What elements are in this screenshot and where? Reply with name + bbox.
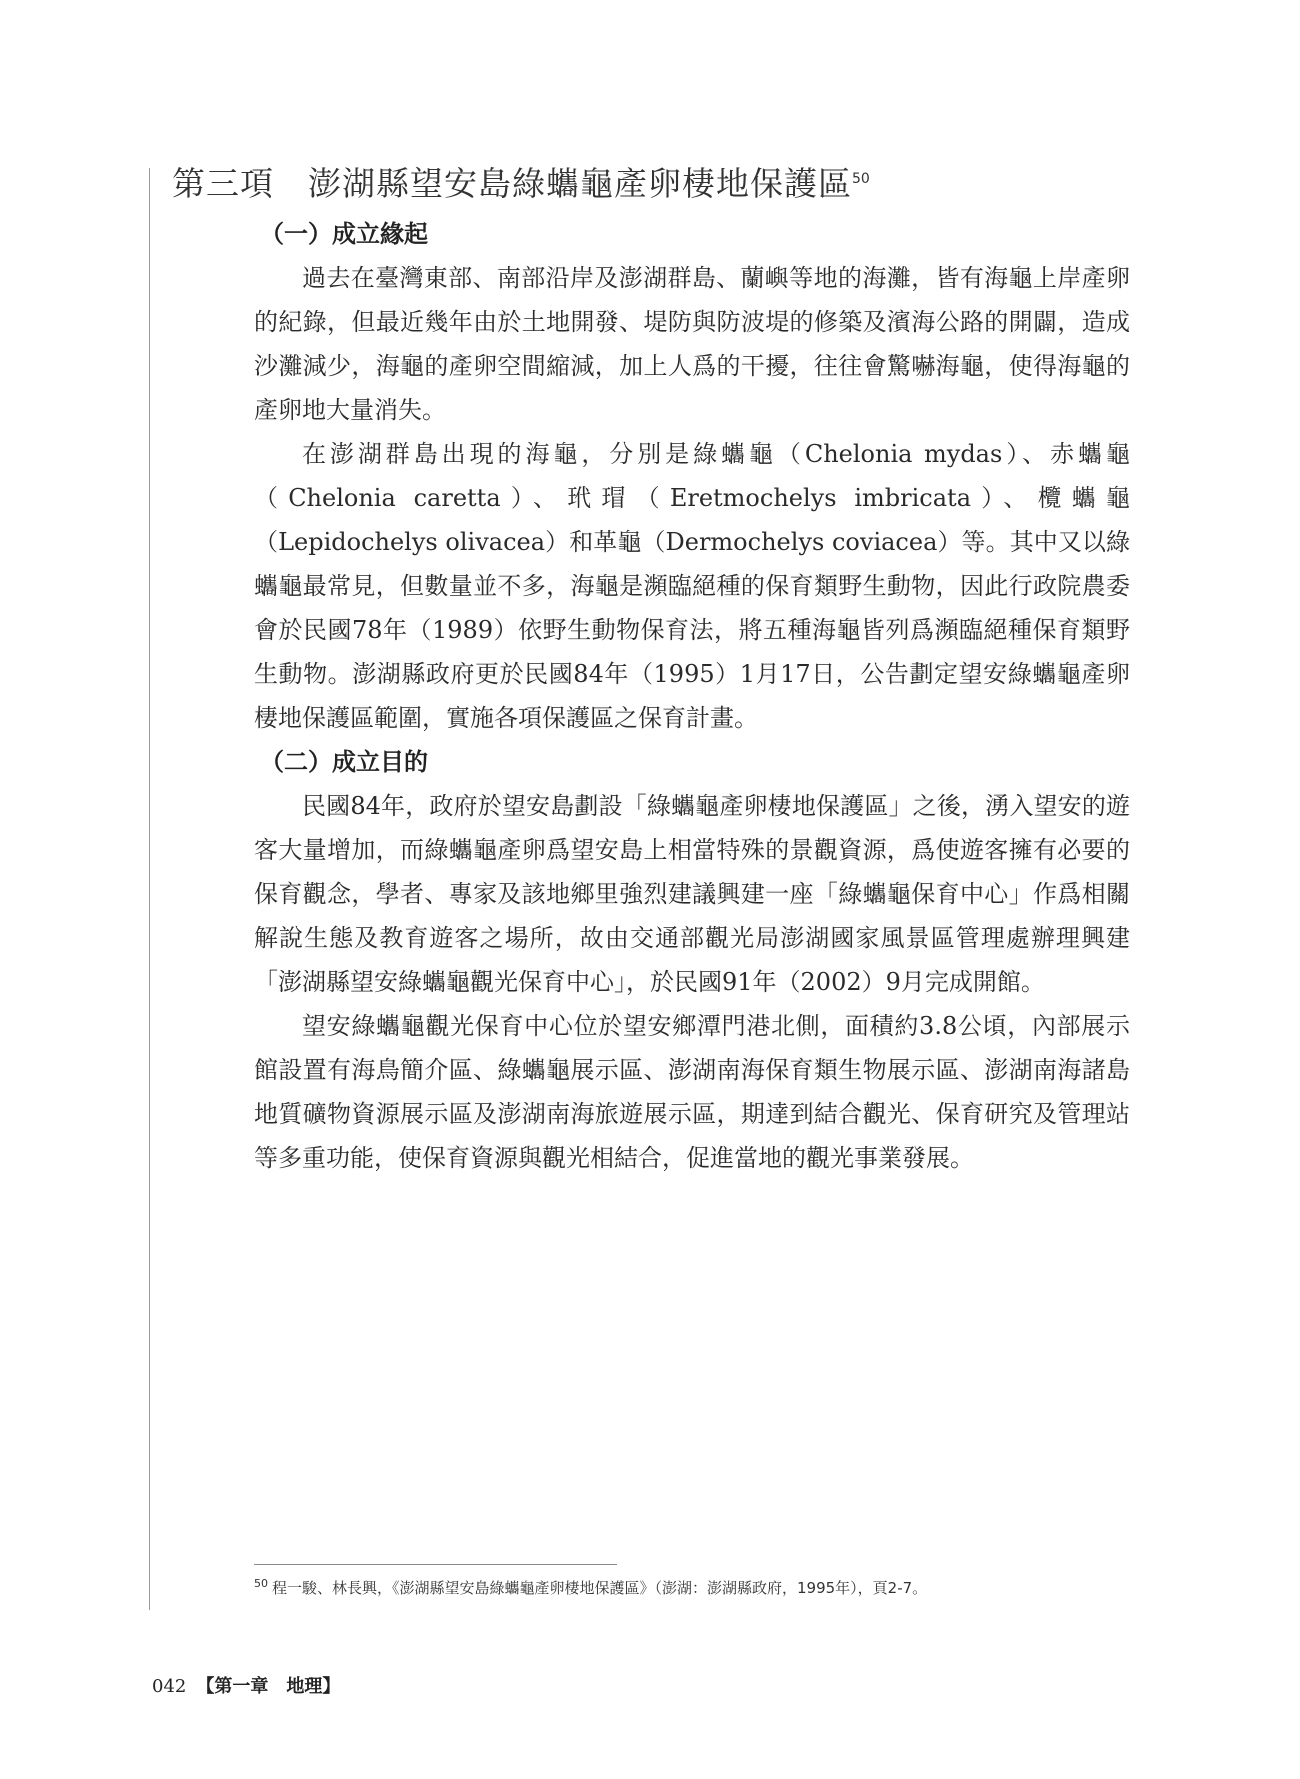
footnote-ref: 50 bbox=[852, 171, 870, 187]
chapter-title: 【第一章 地理】 bbox=[196, 1676, 341, 1697]
section-title bbox=[172, 158, 1172, 205]
paragraph: 民國84年，政府於望安島劃設「綠蠵龜產卵棲地保護區」之後，湧入望安的遊客大量增加，而綠蠵龜產卵爲望安島上相當特殊的景觀資源，爲使遊客擁有必要的保育觀念，學者、專家及該地鄉里強烈建議興建一座「綠蠵龜保育中心」作爲相關解說生態及教育遊客之場所，故由交通部觀光局澎湖國家風景區管理處辦理興建「澎湖縣望安綠蠵龜觀光保育中心」，於民國91年（2002）9月完成開館。 bbox=[254, 792, 1130, 996]
footnote-divider bbox=[254, 1564, 617, 1565]
paragraph: 過去在臺灣東部、南部沿岸及澎湖群島、蘭嶼等地的海灘，皆有海龜上岸產卵的紀錄，但最近幾年由於土地開發、堤防與防波堤的修築及濱海公路的開闢，造成沙灘減少，海龜的產卵空間縮減，加上人爲的干擾，往往會驚嚇海龜，使得海龜的產卵地大量消失。 bbox=[254, 264, 1130, 424]
footnote bbox=[254, 1577, 1134, 1598]
paragraph: 在澎湖群島出現的海龜，分別是綠蠵龜（Chelonia mydas）、赤蠵龜（Chelonia caretta）、玳瑁（Eretmochelys imbricata）、欖蠵龜（Lepidochelys olivacea）和革龜（Dermochelys coviacea）等。其中又以綠蠵龜最常見，但數量並不多，海龜是瀕臨絕種的保育類野生動物，因此行政院農委會於民國78年（1989）依野生動物保育法，將五種海龜皆列爲瀕臨絕種保育類野生動物。澎湖縣政府更於民國84年（1995）1月17日，公告劃定望安綠蠵龜產卵棲地保護區範圍，實施各項保護區之保育計畫。 bbox=[254, 440, 1130, 732]
section-title-text: 澎湖縣望安島綠蠵龜產卵棲地保護區 bbox=[308, 164, 852, 203]
footnote-text: 程一駿、林長興，《澎湖縣望安島綠蠵龜產卵棲地保護區》（澎湖：澎湖縣政府，1995年），頁2-7。 bbox=[272, 1579, 928, 1597]
subsection-heading-purpose: （二）成立目的 bbox=[260, 747, 428, 776]
page-footer bbox=[152, 1672, 340, 1698]
page-number: 042 bbox=[152, 1676, 187, 1697]
footnote-number: 50 bbox=[254, 1577, 268, 1590]
paragraph: 望安綠蠵龜觀光保育中心位於望安鄉潭門港北側，面積約3.8公頃，內部展示館設置有海鳥簡介區、綠蠵龜展示區、澎湖南海保育類生物展示區、澎湖南海諸島地質礦物資源展示區及澎湖南海旅遊展示區，期達到結合觀光、保育研究及管理站等多重功能，使保育資源與觀光相結合，促進當地的觀光事業發展。 bbox=[254, 1012, 1130, 1172]
section-label: 第三項 bbox=[172, 164, 274, 203]
body-content bbox=[254, 212, 1130, 1180]
subsection-heading-origin: （一）成立緣起 bbox=[260, 219, 428, 248]
margin-rule bbox=[149, 168, 150, 1610]
